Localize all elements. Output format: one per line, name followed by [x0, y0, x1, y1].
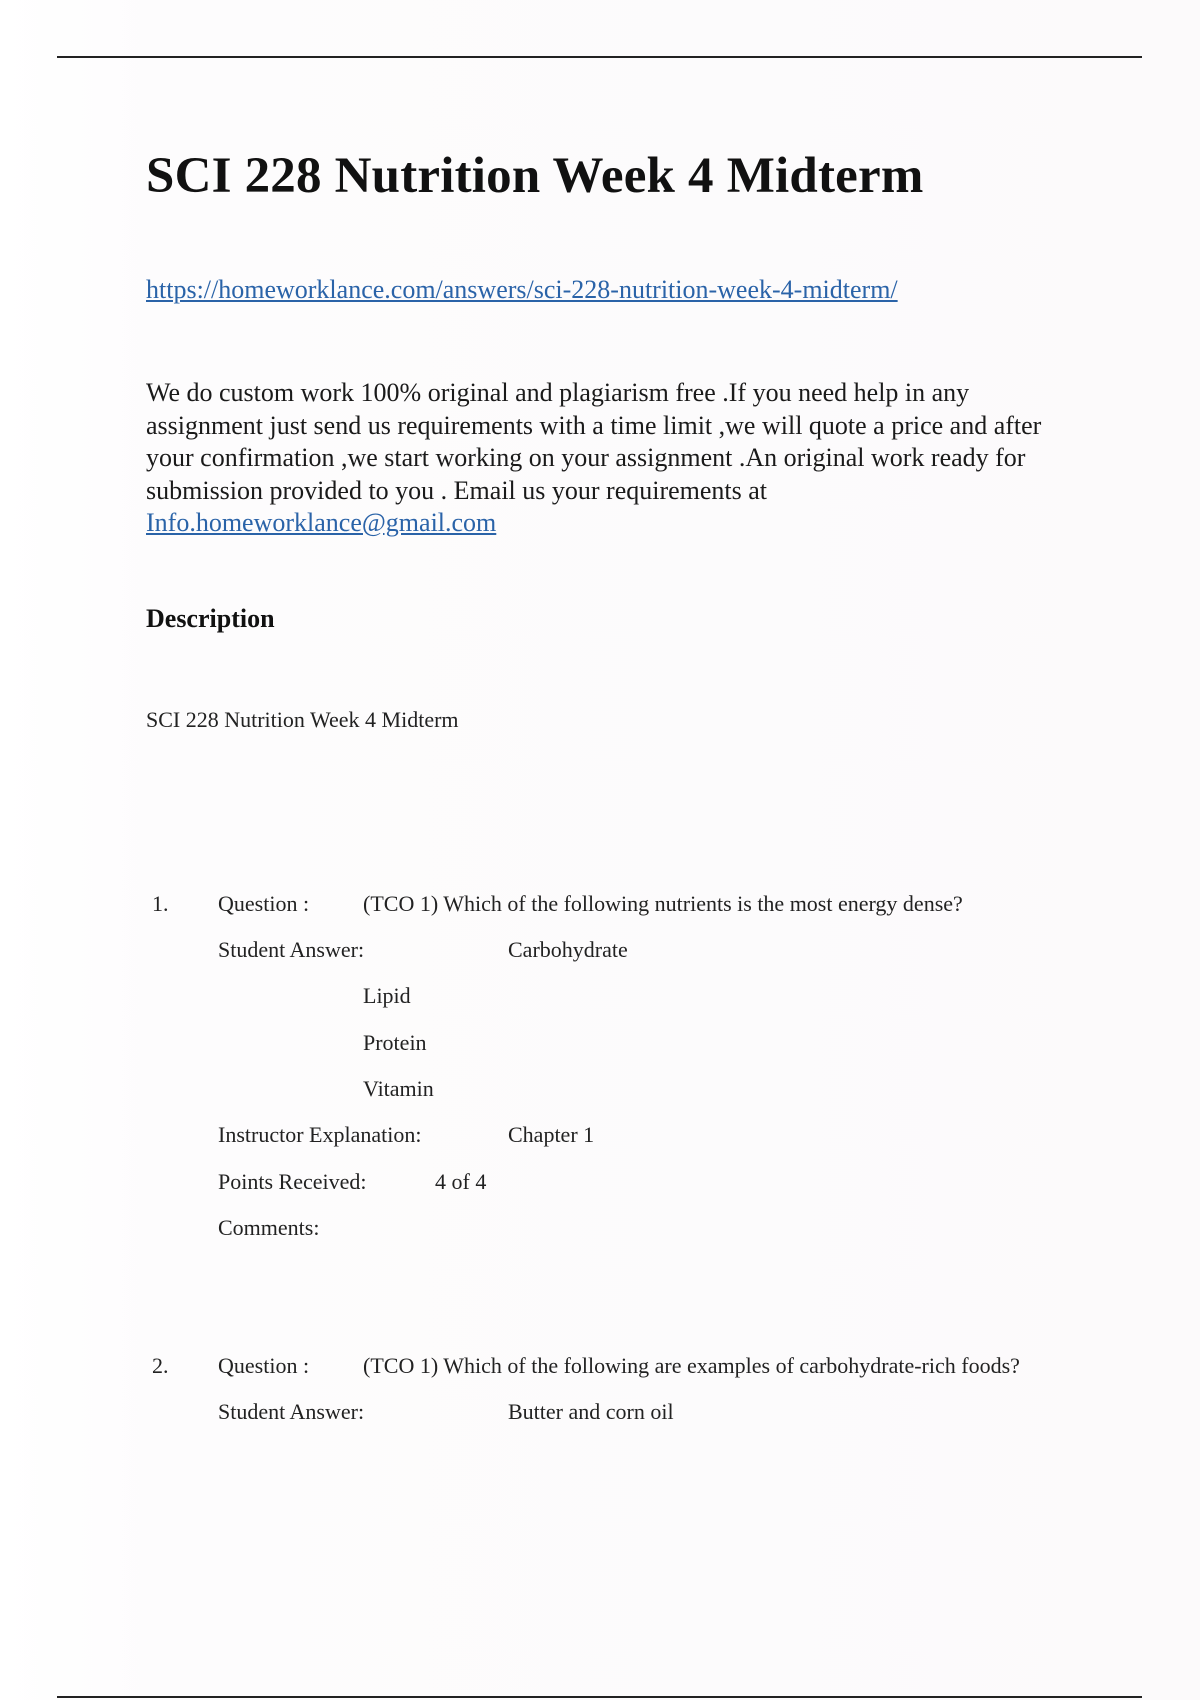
- source-link[interactable]: https://homeworklance.com/answers/sci-228-nutrition-week-4-midterm/: [146, 275, 898, 304]
- points-received: 4 of 4: [435, 1169, 487, 1194]
- page-title: SCI 228 Nutrition Week 4 Midterm: [146, 148, 924, 204]
- answer-option: Lipid: [363, 983, 411, 1008]
- instructor-explanation-label: Instructor Explanation:: [218, 1122, 422, 1147]
- description-heading: Description: [146, 604, 275, 633]
- answer-option: Carbohydrate: [508, 937, 628, 962]
- answer-option: Butter and corn oil: [508, 1399, 674, 1424]
- points-received-label: Points Received:: [218, 1169, 367, 1194]
- question-number: 2.: [152, 1353, 169, 1378]
- instructor-explanation: Chapter 1: [508, 1122, 595, 1147]
- student-answer-label: Student Answer:: [218, 1399, 365, 1424]
- intro-text: We do custom work 100% original and plagiarism free .If you need help in any assignment just send us requirements with a time limit ,we will quote a price and after your confirmation ,we start working on your assignment .An original work ready for submission provided to you . Email us your requirements at: [146, 378, 1042, 505]
- question-label: Question :: [218, 1353, 310, 1378]
- comments-label: Comments:: [218, 1215, 320, 1240]
- intro-paragraph: [146, 377, 1076, 540]
- question-number: 1.: [152, 891, 169, 916]
- bottom-rule: [57, 1696, 1142, 1698]
- question-text: (TCO 1) Which of the following are examples of carbohydrate-rich foods?: [363, 1353, 1020, 1378]
- answer-option: Vitamin: [363, 1076, 434, 1101]
- email-link[interactable]: Info.homeworklance@gmail.com: [146, 508, 497, 537]
- question-text: (TCO 1) Which of the following nutrients is the most energy dense?: [363, 891, 963, 916]
- description-subtitle: SCI 228 Nutrition Week 4 Midterm: [146, 707, 459, 732]
- question-label: Question :: [218, 891, 310, 916]
- top-rule: [57, 56, 1142, 58]
- student-answer-label: Student Answer:: [218, 937, 365, 962]
- answer-option: Protein: [363, 1030, 427, 1055]
